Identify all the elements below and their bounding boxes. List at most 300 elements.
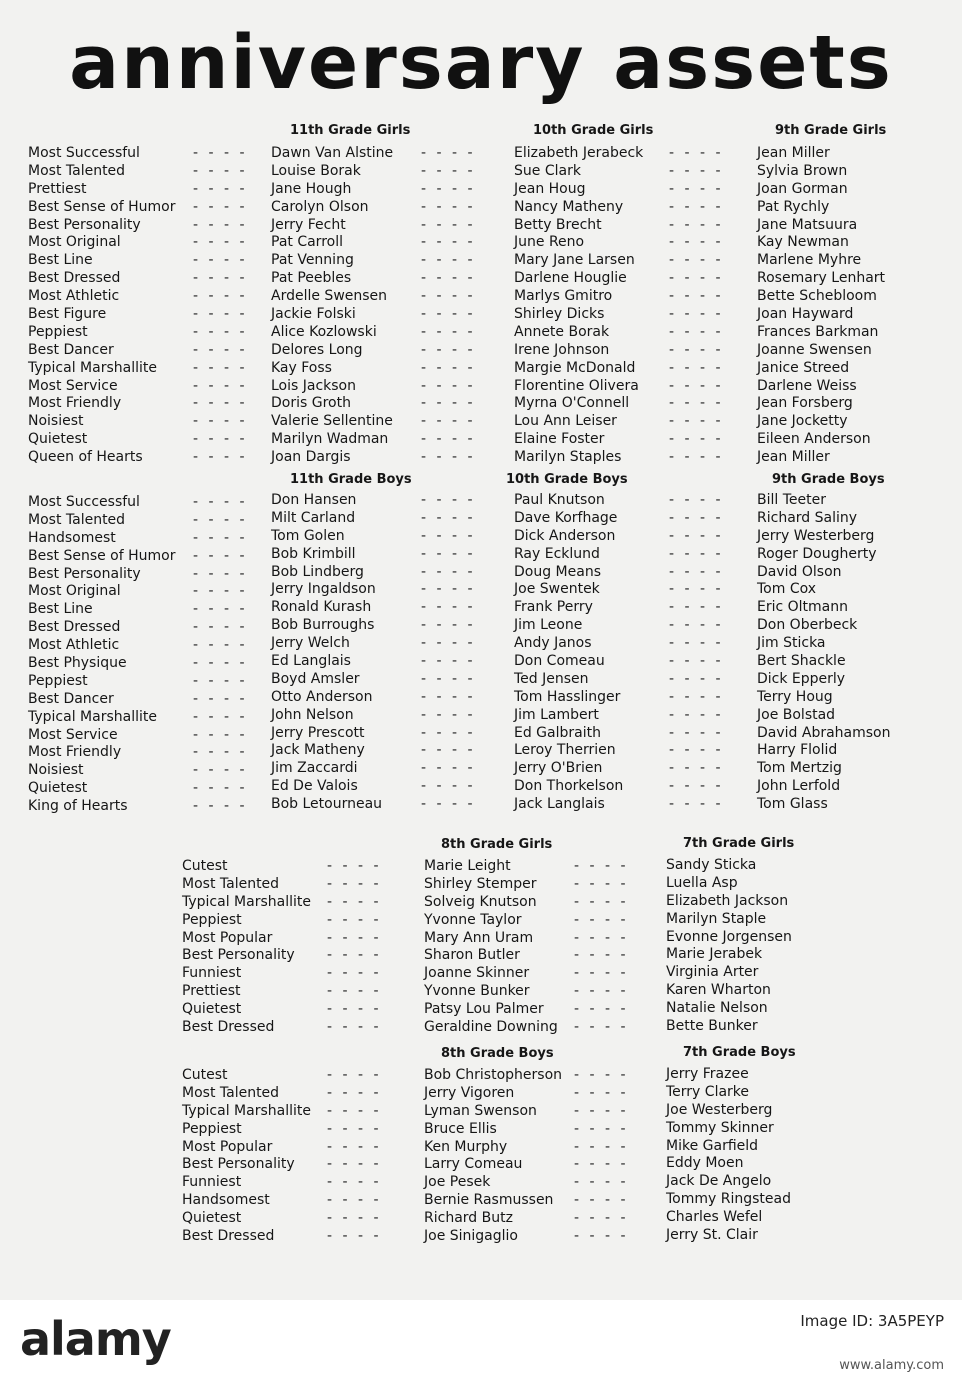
dash-leader: - - - -: [193, 180, 248, 197]
dash-leader: - - - -: [574, 1084, 629, 1101]
nominee-name-row: [424, 1102, 629, 1121]
dash-leader: - - - -: [574, 1138, 629, 1155]
nominee-name: Doug Means: [514, 563, 601, 580]
award-label-row: [182, 1138, 382, 1157]
award-label-row: [28, 690, 248, 709]
award-label-row: [28, 306, 248, 324]
nominee-name: Ardelle Swensen: [271, 288, 388, 305]
nominee-name-row: [271, 413, 476, 431]
nominee-name: Jean Houg: [514, 180, 586, 197]
nominee-name: Lyman Swenson: [424, 1102, 537, 1119]
nominee-name: Jackie Folski: [271, 306, 356, 323]
nominee-name-row: [271, 581, 476, 599]
award-label-row: [28, 323, 248, 342]
nominee-name-row: [666, 857, 792, 875]
nominee-name-column: [514, 492, 724, 814]
nominee-name-row: [514, 778, 724, 796]
nominee-name: Marie Jerabek: [666, 946, 763, 963]
dash-leader: - - - -: [421, 359, 476, 376]
nominee-name-row: [514, 796, 724, 814]
award-label: Best Dressed: [28, 619, 121, 636]
nominee-name: Janice Streed: [757, 359, 850, 376]
nominee-name: Ed Galbraith: [514, 724, 601, 741]
nominee-name-row: [666, 911, 792, 929]
award-label: Quietest: [182, 1001, 242, 1018]
dash-leader: - - - -: [193, 306, 248, 323]
nominee-name: Jean Miller: [757, 145, 830, 161]
nominee-name-row: [757, 546, 891, 564]
dash-leader: - - - -: [193, 672, 248, 689]
nominee-name-row: [271, 796, 476, 814]
nominee-name: Jack Matheny: [271, 742, 365, 759]
award-label: Typical Marshallite: [182, 893, 311, 910]
dash-leader: - - - -: [669, 742, 724, 759]
dash-leader: - - - -: [421, 395, 476, 412]
nominee-name-row: [514, 234, 724, 252]
nominee-name: Joe Bolstad: [757, 706, 836, 723]
award-label-row: [28, 162, 248, 181]
nominee-name: Leroy Therrien: [514, 742, 616, 759]
nominee-name-column: [757, 145, 885, 467]
award-label: Queen of Hearts: [28, 449, 143, 466]
nominee-name-row: [514, 145, 724, 163]
dash-leader: - - - -: [574, 1120, 629, 1137]
dash-leader: - - - -: [421, 724, 476, 741]
nominee-name-row: [424, 1174, 629, 1192]
nominee-name: Paul Knutson: [514, 492, 605, 508]
dash-leader: - - - -: [421, 377, 476, 394]
award-label: Noisiest: [28, 762, 84, 779]
nominee-name: Bert Shackle: [757, 653, 846, 670]
nominee-name: Jerry St. Clair: [666, 1227, 758, 1244]
nominee-name: Ted Jensen: [514, 670, 589, 687]
nominee-name: Joan Dargis: [271, 449, 351, 466]
dash-leader: - - - -: [193, 780, 248, 797]
dash-leader: - - - -: [669, 395, 724, 412]
nominee-name-row: [271, 377, 476, 396]
nominee-name-row: [271, 359, 476, 378]
nominee-name: Don Comeau: [514, 653, 605, 670]
award-label-row: [28, 672, 248, 691]
dash-leader: - - - -: [669, 449, 724, 466]
dash-leader: - - - -: [574, 983, 629, 1000]
nominee-name: Bob Krimbill: [271, 545, 356, 562]
award-label-row: [182, 893, 382, 912]
nominee-name: Annete Borak: [514, 323, 610, 340]
nominee-name: Patsy Lou Palmer: [424, 1001, 544, 1018]
award-label-row: [28, 180, 248, 199]
nominee-name: Myrna O'Connell: [514, 395, 630, 412]
award-label: Best Personality: [28, 216, 141, 233]
nominee-name: Jerry O'Brien: [514, 760, 603, 777]
nominee-name: Don Hansen: [271, 492, 357, 508]
nominee-name-row: [514, 216, 724, 235]
dash-leader: - - - -: [669, 145, 724, 161]
award-label-column: [182, 858, 382, 1037]
dash-leader: - - - -: [669, 198, 724, 215]
award-label: Prettiest: [182, 983, 241, 1000]
nominee-name: Joe Sinigaglio: [424, 1228, 518, 1245]
nominee-name: Evonne Jorgensen: [666, 928, 792, 945]
nominee-name-row: [271, 234, 476, 252]
nominee-name-row: [424, 947, 629, 965]
dash-leader: - - - -: [327, 1174, 382, 1191]
nominee-name: Nancy Matheny: [514, 198, 624, 215]
dash-leader: - - - -: [327, 1067, 382, 1083]
dash-leader: - - - -: [421, 509, 476, 526]
dash-leader: - - - -: [193, 216, 248, 233]
nominee-name: Elizabeth Jackson: [666, 892, 789, 909]
nominee-name: Eddy Moen: [666, 1155, 744, 1172]
award-label: Peppiest: [182, 911, 242, 928]
nominee-name: Shirley Dicks: [514, 306, 605, 323]
nominee-name-row: [271, 688, 476, 707]
dash-leader: - - - -: [327, 893, 382, 910]
nominee-name: Bill Teeter: [757, 492, 826, 508]
dash-leader: - - - -: [421, 162, 476, 179]
nominee-name: Larry Comeau: [424, 1156, 523, 1173]
nominee-name: Geraldine Downing: [424, 1019, 558, 1036]
dash-leader: - - - -: [193, 726, 248, 743]
nominee-name-row: [514, 706, 724, 725]
dash-leader: - - - -: [669, 617, 724, 634]
award-label: Peppiest: [28, 323, 88, 340]
dash-leader: - - - -: [669, 413, 724, 430]
nominee-name: Joan Gorman: [757, 180, 848, 197]
award-label: Peppiest: [28, 672, 88, 689]
dash-leader: - - - -: [421, 323, 476, 340]
dash-leader: - - - -: [669, 796, 724, 813]
award-label-row: [28, 413, 248, 431]
nominee-name: Richard Butz: [424, 1210, 513, 1227]
nominee-name-row: [271, 252, 476, 270]
nominee-name: Kay Newman: [757, 234, 849, 251]
award-label-row: [182, 1156, 382, 1174]
award-label-row: [28, 547, 248, 566]
nominee-name-row: [424, 1120, 629, 1139]
nominee-name: Eileen Anderson: [757, 431, 871, 448]
dash-leader: - - - -: [193, 377, 248, 394]
nominee-name-row: [757, 252, 885, 270]
nominee-name-row: [271, 527, 476, 546]
award-label: Best Dancer: [28, 690, 114, 707]
nominee-name: Harry Flolid: [757, 742, 838, 759]
nominee-name: Mike Garfield: [666, 1137, 759, 1154]
nominee-name-row: [514, 306, 724, 324]
nominee-name: Virginia Arter: [666, 964, 759, 981]
nominee-name: Yvonne Bunker: [424, 983, 530, 1000]
nominee-name-column: [424, 858, 629, 1037]
dash-leader: - - - -: [193, 565, 248, 582]
nominee-name: Jean Miller: [757, 449, 830, 466]
nominee-name-row: [666, 929, 792, 947]
watermark-footer: [0, 1300, 962, 1390]
award-label: Most Friendly: [28, 744, 122, 761]
award-label: Best Personality: [28, 565, 141, 582]
image-id-label: Image ID: 3A5PEYP: [800, 1312, 944, 1330]
nominee-name: Mary Ann Uram: [424, 929, 534, 946]
nominee-name: Pat Carroll: [271, 234, 343, 251]
nominee-name-row: [424, 1019, 629, 1037]
nominee-name: Kay Foss: [271, 359, 332, 376]
nominee-name: Jerry Vigoren: [424, 1084, 515, 1101]
award-label-row: [182, 965, 382, 983]
nominee-name-row: [757, 270, 885, 288]
dash-leader: - - - -: [193, 252, 248, 269]
dash-leader: - - - -: [193, 583, 248, 600]
grade-heading: 11th Grade Girls: [290, 123, 411, 138]
nominee-name: John Nelson: [271, 706, 354, 723]
nominee-name: Pat Rychly: [757, 198, 830, 215]
award-label: Typical Marshallite: [28, 359, 157, 376]
nominee-name: Yvonne Taylor: [424, 911, 522, 928]
dash-leader: - - - -: [193, 198, 248, 215]
nominee-name-row: [514, 599, 724, 617]
award-label-row: [28, 359, 248, 378]
nominee-name-row: [271, 599, 476, 617]
nominee-name-row: [757, 725, 891, 743]
grade-heading: 9th Grade Girls: [775, 123, 887, 138]
nominee-name-row: [271, 492, 476, 510]
dash-leader: - - - -: [421, 760, 476, 777]
award-label-column: [28, 145, 248, 467]
grade-heading: 9th Grade Boys: [772, 472, 885, 487]
nominee-name-row: [757, 199, 885, 217]
award-label-row: [28, 198, 248, 217]
nominee-name-row: [271, 180, 476, 199]
dash-leader: - - - -: [421, 617, 476, 634]
nominee-name-row: [424, 1138, 629, 1157]
nominee-name: Sandy Sticka: [666, 857, 757, 873]
nominee-name: Dawn Van Alstine: [271, 145, 394, 161]
nominee-name-row: [514, 198, 724, 217]
award-label: Best Dressed: [182, 1019, 275, 1036]
nominee-name: Roger Dougherty: [757, 545, 877, 562]
nominee-name: Lois Jackson: [271, 377, 356, 394]
nominee-name: Ed Langlais: [271, 653, 351, 670]
nominee-name-row: [514, 509, 724, 528]
nominee-name-row: [757, 510, 891, 528]
dash-leader: - - - -: [327, 1120, 382, 1137]
dash-leader: - - - -: [193, 359, 248, 376]
dash-leader: - - - -: [327, 929, 382, 946]
nominee-name-row: [757, 431, 885, 449]
nominee-name: Jim Sticka: [757, 635, 826, 652]
nominee-name: Jane Hough: [271, 180, 352, 197]
award-label-row: [28, 798, 248, 816]
award-label: Most Talented: [182, 875, 280, 892]
award-label-row: [182, 1001, 382, 1019]
dash-leader: - - - -: [574, 1102, 629, 1119]
award-label: Typical Marshallite: [28, 708, 157, 725]
nominee-name-row: [424, 965, 629, 983]
dash-leader: - - - -: [327, 858, 382, 874]
dash-leader: - - - -: [574, 965, 629, 982]
nominee-name: Alice Kozlowski: [271, 323, 377, 340]
nominee-name-column: [424, 1067, 629, 1246]
dash-leader: - - - -: [327, 1102, 382, 1119]
nominee-name: David Abrahamson: [757, 724, 891, 741]
dash-leader: - - - -: [421, 252, 476, 269]
dash-leader: - - - -: [669, 688, 724, 705]
dash-leader: - - - -: [574, 1210, 629, 1227]
dash-leader: - - - -: [327, 1019, 382, 1036]
nominee-name-row: [514, 492, 724, 510]
dash-leader: - - - -: [669, 653, 724, 670]
award-label-row: [28, 529, 248, 548]
award-label-column: [28, 494, 248, 816]
dash-leader: - - - -: [421, 180, 476, 197]
award-label: Most Service: [28, 726, 118, 743]
nominee-name-column: [757, 492, 891, 814]
dash-leader: - - - -: [669, 341, 724, 358]
nominee-name-row: [757, 778, 891, 796]
dash-leader: - - - -: [193, 690, 248, 707]
nominee-name-row: [424, 929, 629, 948]
dash-leader: - - - -: [574, 1001, 629, 1018]
dash-leader: - - - -: [669, 270, 724, 287]
nominee-name: Tom Hasslinger: [514, 688, 621, 705]
dash-leader: - - - -: [327, 1001, 382, 1018]
nominee-name: Tom Mertzig: [757, 760, 842, 777]
dash-leader: - - - -: [574, 1019, 629, 1036]
award-label: Quietest: [182, 1210, 242, 1227]
nominee-name-row: [757, 342, 885, 360]
dash-leader: - - - -: [421, 545, 476, 562]
dash-leader: - - - -: [421, 688, 476, 705]
nominee-name-row: [666, 1066, 791, 1084]
nominee-name-row: [514, 377, 724, 396]
dash-leader: - - - -: [421, 778, 476, 795]
nominee-name-row: [514, 653, 724, 671]
nominee-name-row: [514, 581, 724, 599]
nominee-name-row: [514, 527, 724, 546]
nominee-name: Tom Glass: [757, 796, 828, 813]
award-label-row: [182, 911, 382, 930]
dash-leader: - - - -: [421, 145, 476, 161]
nominee-name: Terry Houg: [757, 688, 833, 705]
nominee-name: Valerie Sellentine: [271, 413, 393, 430]
dash-leader: - - - -: [669, 760, 724, 777]
nominee-name-row: [666, 1155, 791, 1173]
nominee-name: Elizabeth Jerabeck: [514, 145, 644, 161]
nominee-name-row: [757, 617, 891, 635]
nominee-name-row: [757, 689, 891, 707]
dash-leader: - - - -: [669, 527, 724, 544]
award-label-row: [28, 341, 248, 360]
nominee-name: Jack Langlais: [514, 796, 605, 813]
nominee-name-row: [271, 617, 476, 635]
nominee-name-row: [271, 162, 476, 181]
nominee-name-row: [666, 1227, 791, 1245]
nominee-name-row: [271, 563, 476, 582]
nominee-name: Delores Long: [271, 341, 363, 358]
nominee-name: Don Oberbeck: [757, 617, 858, 634]
dash-leader: - - - -: [193, 708, 248, 725]
nominee-name-row: [757, 528, 891, 546]
award-label-row: [182, 1210, 382, 1228]
nominee-name-row: [424, 893, 629, 912]
nominee-name-row: [424, 1156, 629, 1174]
nominee-name-row: [666, 964, 792, 982]
award-label: Typical Marshallite: [182, 1102, 311, 1119]
nominee-name-row: [271, 145, 476, 163]
nominee-name: David Olson: [757, 563, 842, 580]
nominee-name-column: [514, 145, 724, 467]
award-label-row: [28, 377, 248, 396]
dash-leader: - - - -: [327, 1210, 382, 1227]
nominee-name: Bob Lindberg: [271, 563, 364, 580]
nominee-name-row: [666, 1173, 791, 1191]
nominee-name: Jim Zaccardi: [271, 760, 358, 777]
nominee-name: Betty Brecht: [514, 216, 602, 233]
nominee-name-row: [514, 688, 724, 707]
nominee-name-row: [666, 1191, 791, 1209]
dash-leader: - - - -: [193, 547, 248, 564]
nominee-name: Jean Forsberg: [757, 395, 853, 412]
nominee-name: Andy Janos: [514, 635, 592, 652]
nominee-name-row: [424, 983, 629, 1001]
nominee-name-row: [271, 670, 476, 689]
nominee-name-row: [757, 378, 885, 396]
nominee-name-row: [757, 395, 885, 413]
nominee-name-row: [757, 360, 885, 378]
nominee-name-row: [271, 653, 476, 671]
nominee-name: Jim Leone: [514, 617, 583, 634]
dash-leader: - - - -: [669, 306, 724, 323]
nominee-name-row: [424, 1228, 629, 1246]
dash-leader: - - - -: [421, 431, 476, 448]
dash-leader: - - - -: [327, 875, 382, 892]
nominee-name-row: [757, 145, 885, 163]
award-label: Most Service: [28, 377, 118, 394]
nominee-name: Doris Groth: [271, 395, 351, 412]
dash-leader: - - - -: [669, 377, 724, 394]
award-label-row: [28, 252, 248, 270]
award-label-row: [28, 780, 248, 798]
dash-leader: - - - -: [669, 234, 724, 251]
dash-leader: - - - -: [669, 492, 724, 508]
award-label-row: [28, 511, 248, 530]
nominee-name-row: [514, 449, 724, 467]
dash-leader: - - - -: [574, 1156, 629, 1173]
dash-leader: - - - -: [669, 162, 724, 179]
nominee-name: Dick Epperly: [757, 670, 846, 687]
dash-leader: - - - -: [421, 599, 476, 616]
nominee-name-row: [514, 545, 724, 564]
award-label-row: [182, 858, 382, 876]
alamy-logo: alamy: [20, 1312, 171, 1366]
award-label: Most Athletic: [28, 288, 120, 305]
nominee-name: Tommy Ringstead: [666, 1191, 791, 1208]
dash-leader: - - - -: [421, 581, 476, 598]
nominee-name: Solveig Knutson: [424, 893, 537, 910]
nominee-name-row: [666, 1018, 792, 1036]
award-label: Peppiest: [182, 1120, 242, 1137]
dash-leader: - - - -: [669, 431, 724, 448]
award-label: Most Popular: [182, 929, 273, 946]
nominee-name: Ken Murphy: [424, 1138, 508, 1155]
dash-leader: - - - -: [669, 359, 724, 376]
nominee-name-row: [271, 395, 476, 413]
nominee-name: Elaine Foster: [514, 431, 605, 448]
nominee-name: Frank Perry: [514, 599, 593, 616]
award-label: Quietest: [28, 780, 88, 797]
award-label-row: [28, 708, 248, 727]
award-label-row: [28, 395, 248, 413]
nominee-name-row: [666, 875, 792, 893]
nominee-name: Bruce Ellis: [424, 1120, 497, 1137]
